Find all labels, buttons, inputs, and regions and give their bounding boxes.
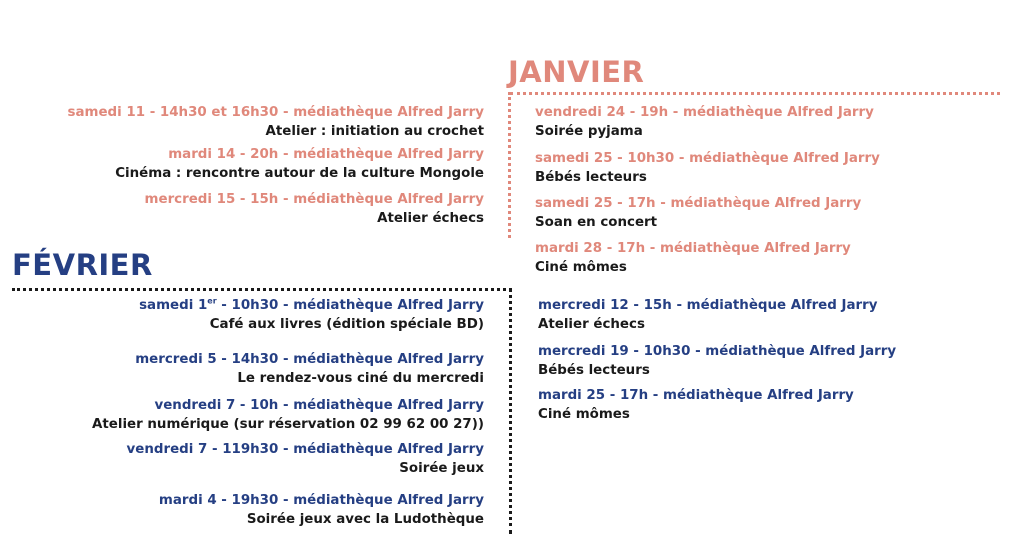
event-title: Soan en concert [535, 215, 658, 230]
event-date: samedi 11 - 14h30 et 16h30 - médiathèque Alfred Jarry [67, 105, 484, 120]
event-janvier-right-4 [535, 239, 851, 277]
janvier-heading: JANVIER [508, 55, 645, 89]
event-date: mardi 4 - 19h30 - médiathèque Alfred Jarry [158, 493, 484, 508]
event-title: Ciné mômes [535, 260, 627, 275]
event-date [139, 296, 484, 315]
event-title: Bébés lecteurs [535, 170, 647, 185]
event-date: mardi 25 - 17h - médiathèque Alfred Jarry [538, 388, 854, 403]
event-fevrier-left-3 [92, 396, 484, 434]
fevrier-dotted-column-divider [509, 288, 512, 534]
event-fevrier-left-1 [139, 296, 484, 334]
event-janvier-left-1 [68, 103, 484, 141]
event-date: vendredi 7 - 10h - médiathèque Alfred Jarry [154, 398, 484, 413]
event-title: Le rendez-vous ciné du mercredi [237, 371, 484, 386]
event-fevrier-right-3 [538, 386, 854, 424]
event-fevrier-right-1 [538, 296, 877, 334]
event-title: Atelier numérique (sur réservation 02 99 62 00 27)) [92, 417, 484, 432]
event-date: mardi 28 - 17h - médiathèque Alfred Jarry [535, 241, 851, 256]
event-date-ordinal: er [207, 296, 217, 306]
event-fevrier-left-2 [135, 350, 484, 388]
event-title: Soirée jeux [399, 461, 484, 476]
janvier-dotted-divider [510, 92, 1000, 95]
fevrier-dotted-divider [12, 288, 512, 291]
event-title: Ciné mômes [538, 407, 630, 422]
event-date: mardi 14 - 20h - médiathèque Alfred Jarry [168, 147, 484, 162]
event-fevrier-right-2 [538, 342, 896, 380]
janvier-dotted-column-divider [508, 92, 511, 238]
event-janvier-right-2 [535, 149, 880, 187]
event-date: mercredi 12 - 15h - médiathèque Alfred Jarry [538, 298, 878, 313]
event-date: mercredi 5 - 14h30 - médiathèque Alfred Jarry [135, 352, 484, 367]
event-title: Soirée pyjama [535, 124, 643, 139]
fevrier-heading: FÉVRIER [12, 248, 153, 282]
event-date: samedi 25 - 10h30 - médiathèque Alfred Jarry [535, 151, 880, 166]
event-fevrier-left-4 [127, 440, 484, 478]
event-date-day: samedi 1 [139, 298, 208, 313]
event-title: Cinéma : rencontre autour de la culture Mongole [115, 166, 484, 181]
event-janvier-left-3 [145, 190, 484, 228]
event-title: Bébés lecteurs [538, 363, 650, 378]
event-date: samedi 25 - 17h - médiathèque Alfred Jarry [535, 196, 862, 211]
event-date: vendredi 7 - 119h30 - médiathèque Alfred Jarry [126, 442, 484, 457]
event-title: Atelier échecs [377, 211, 484, 226]
event-date-rest: - 10h30 - médiathèque Alfred Jarry [216, 298, 484, 313]
event-title: Soirée jeux avec la Ludothèque [246, 512, 484, 527]
event-date: vendredi 24 - 19h - médiathèque Alfred Jarry [535, 105, 874, 120]
event-title: Café aux livres (édition spéciale BD) [209, 317, 484, 332]
event-title: Atelier échecs [538, 317, 645, 332]
event-title: Atelier : initiation au crochet [265, 124, 484, 139]
event-janvier-right-3 [535, 194, 861, 232]
event-date: mercredi 15 - 15h - médiathèque Alfred Jarry [144, 192, 484, 207]
event-janvier-right-1 [535, 103, 874, 141]
event-fevrier-left-5 [159, 491, 484, 529]
event-date: mercredi 19 - 10h30 - médiathèque Alfred Jarry [538, 344, 897, 359]
event-janvier-left-2 [115, 145, 484, 183]
